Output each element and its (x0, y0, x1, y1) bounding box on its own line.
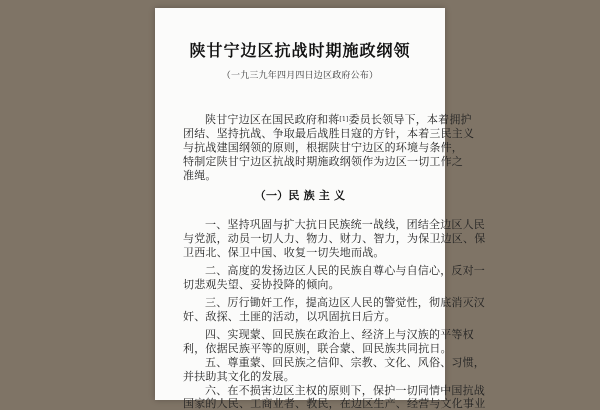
document-title: 陕甘宁边区抗战时期施政纲领 (189, 41, 411, 60)
item-3-line-2: 奸、敌探、土匪的活动，以巩固抗日后方。 (183, 310, 396, 323)
section-heading: （一）民 族 主 义 (254, 189, 346, 202)
intro-line-1-text-a: 陕甘宁边区在国民政府和蒋 (205, 113, 340, 126)
item-6-line-2: 国家的人民、工商业者、教民，在边区生产、经营与文化事业 (183, 397, 486, 410)
item-4-line-2: 利，依据民族平等的原则，联合蒙、回民族共同抗日。 (183, 342, 452, 355)
item-4-line-1: 四、实现蒙、回民族在政治上、经济上与汉族的平等权 (205, 328, 474, 341)
intro-line-1-text-b: 委员长领导下，本着拥护 (348, 113, 472, 126)
intro-line-2: 团结、坚持抗战、争取最后战胜日寇的方针，本着三民主义 (183, 127, 475, 140)
item-5-line-1: 五、尊重蒙、回民族之信仰、宗教、文化、风俗、习惯， (205, 356, 485, 369)
item-3-line-1: 三、厉行锄奸工作，提高边区人民的警觉性，彻底消灭汉 (205, 296, 485, 309)
document-page (155, 8, 486, 410)
item-5-line-2: 并扶助其文化的发展。 (183, 370, 295, 383)
intro-line-4: 特制定陕甘宁边区抗战时期施政纲领作为边区一切工作之 (183, 155, 463, 168)
document-subtitle: （一九三九年四月四日边区政府公布） (221, 71, 379, 81)
intro-line-1 (205, 113, 472, 126)
intro-line-5: 准绳。 (183, 169, 217, 182)
item-6-line-1: 六、在不损害边区主权的原则下，保护一切同情中国抗战 (205, 384, 485, 397)
intro-line-3: 与抗战建国纲领的原则，根据陕甘宁边区的环境与条件， (183, 141, 463, 154)
item-2-line-2: 切悲观失望、妥协投降的倾向。 (183, 278, 340, 291)
footnote-ref: [1] (339, 116, 349, 123)
item-1-line-2: 与党派，动员一切人力、物力、财力、智力，为保卫边区、保 (183, 232, 486, 245)
item-2-line-1: 二、高度的发扬边区人民的民族自尊心与自信心，反对一 (205, 264, 485, 277)
item-1-line-1: 一、坚持巩固与扩大抗日民族统一战线，团结全边区人民 (205, 218, 485, 231)
item-1-line-3: 卫西北、保卫中国、收复一切失地而战。 (183, 246, 385, 259)
